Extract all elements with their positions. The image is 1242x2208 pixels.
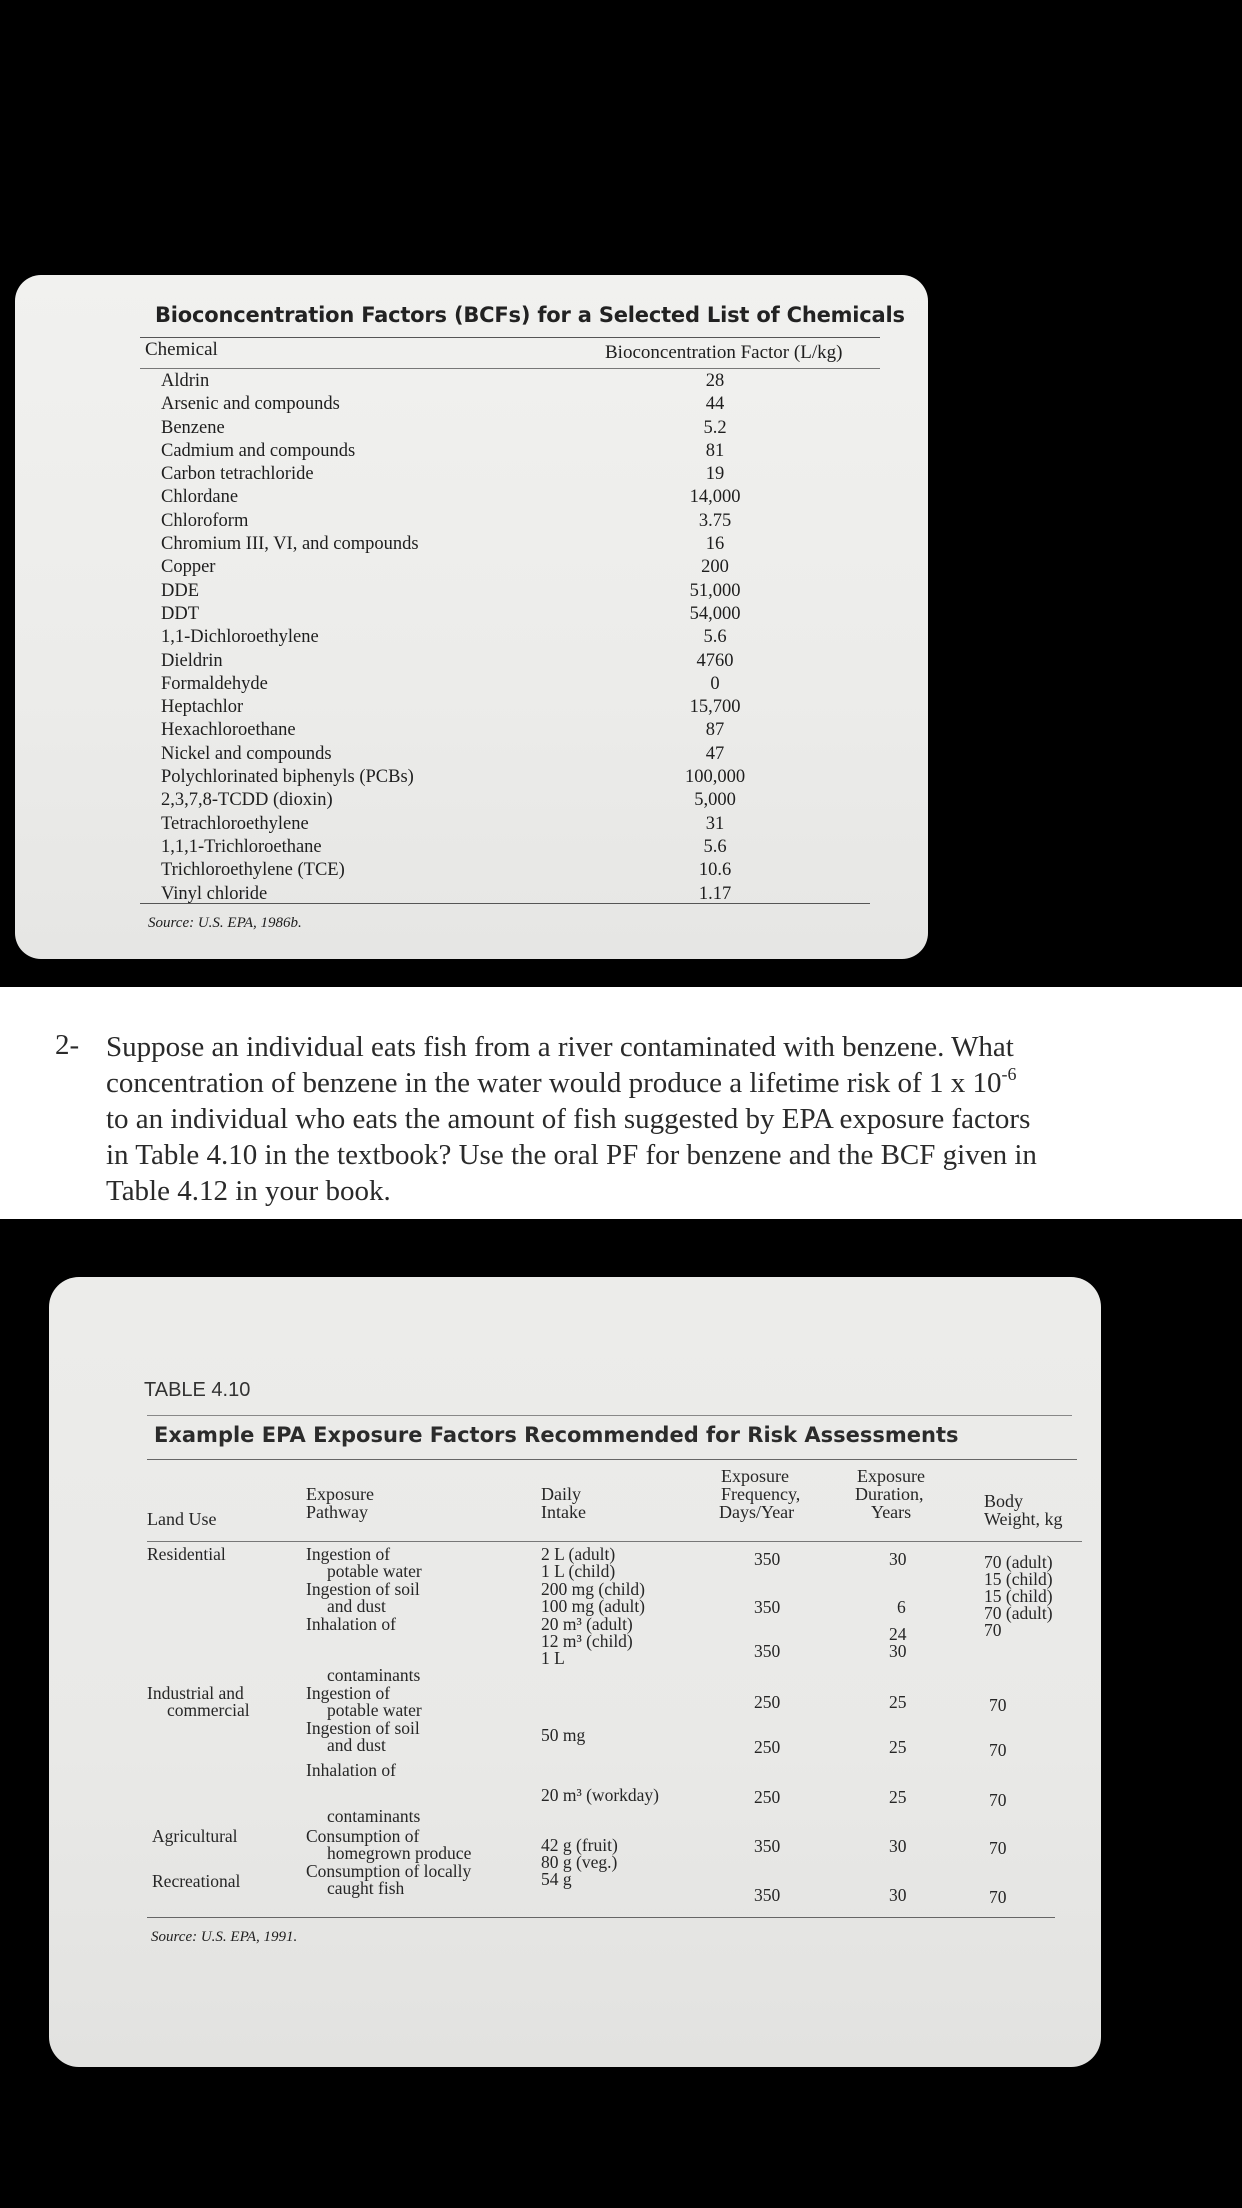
pathway-text: potable water (327, 1700, 422, 1720)
chemical-name: Tetrachloroethylene (161, 813, 309, 834)
frequency-value: 350 (754, 1641, 781, 1661)
intake-value: 2 L (adult) (541, 1544, 616, 1564)
duration-value: 30 (889, 1885, 907, 1905)
question-line: Suppose an individual eats fish from a river contaminated with benzene. What (106, 1031, 1014, 1063)
land-use-agricultural: Agricultural (152, 1826, 238, 1846)
bcf-value: 19 (705, 464, 725, 485)
pathway-text: Consumption of locally (306, 1861, 472, 1881)
divider (147, 1415, 1072, 1416)
header-duration-1: Exposure (857, 1466, 925, 1486)
intake-value: 200 mg (child) (541, 1579, 646, 1599)
table-label: TABLE 4.10 (144, 1379, 251, 1401)
bcf-value: 16 (705, 534, 725, 555)
land-use-residential: Residential (147, 1544, 226, 1564)
bcf-value: 3.75 (698, 510, 732, 531)
question-line: in Table 4.10 in the textbook? Use the oral PF for benzene and the BCF given in (106, 1139, 1037, 1171)
chemical-name: Copper (161, 557, 216, 578)
chemical-name: Polychlorinated biphenyls (PCBs) (161, 767, 414, 788)
frequency-value: 350 (754, 1836, 781, 1856)
exposure-table-source: Source: U.S. EPA, 1991. (151, 1929, 298, 1945)
body-weight-value: 70 (989, 1887, 1007, 1907)
header-frequency-1: Exposure (721, 1466, 789, 1486)
chemical-name: 2,3,7,8-TCDD (dioxin) (161, 790, 333, 811)
bcf-value: 200 (701, 557, 729, 578)
land-use-industrial: Industrial and (147, 1683, 244, 1703)
header-duration-3: Years (871, 1502, 912, 1522)
bcf-value: 5.6 (703, 627, 727, 648)
frequency-value: 250 (754, 1737, 781, 1757)
bcf-value: 51,000 (689, 580, 741, 601)
body-weight-value: 70 (adult) (984, 1603, 1053, 1623)
body-weight-value: 70 (adult) (984, 1552, 1053, 1572)
bcf-table-source: Source: U.S. EPA, 1986b. (148, 915, 302, 931)
body-weight-value: 70 (989, 1695, 1007, 1715)
bcf-value: 10.6 (698, 860, 732, 881)
bcf-table-row (145, 696, 875, 719)
chemical-name: Heptachlor (161, 697, 244, 718)
bcf-table-row (145, 556, 875, 579)
divider (140, 903, 870, 904)
bcf-value: 0 (710, 673, 720, 694)
bcf-table-row (145, 859, 875, 882)
intake-value: 80 g (veg.) (541, 1852, 618, 1872)
bcf-value: 81 (705, 440, 725, 461)
pathway-text: Ingestion of soil (306, 1718, 420, 1738)
question-number: 2- (55, 1029, 80, 1061)
chemical-name: Nickel and compounds (161, 743, 332, 764)
chemical-name: Cadmium and compounds (161, 440, 356, 461)
bcf-table-row (145, 836, 875, 859)
header-pathway-2: Pathway (306, 1502, 368, 1522)
bcf-value: 47 (705, 743, 725, 764)
bcf-header-chemical: Chemical (145, 339, 218, 360)
exposure-table-photo (49, 1277, 1101, 2067)
bcf-value: 4760 (696, 650, 734, 671)
body-weight-value: 70 (989, 1740, 1007, 1760)
intake-value: 100 mg (adult) (541, 1596, 646, 1616)
bcf-table-row (145, 510, 875, 533)
header-intake-2: Intake (541, 1502, 586, 1522)
body-weight-value: 70 (989, 1790, 1007, 1810)
header-body-weight-1: Body (984, 1491, 1024, 1511)
intake-value: 1 L (child) (541, 1561, 616, 1581)
chemical-name: Hexachloroethane (161, 720, 296, 741)
pathway-text: contaminants (327, 1665, 421, 1685)
intake-value: 50 mg (541, 1725, 586, 1745)
bcf-table-row (145, 440, 875, 463)
pathway-text: Inhalation of (306, 1614, 396, 1634)
bcf-table-row (145, 766, 875, 789)
chemical-name: Dieldrin (161, 650, 223, 671)
duration-value: 30 (889, 1836, 907, 1856)
header-body-weight-2: Weight, kg (984, 1509, 1063, 1529)
bcf-header-factor: Bioconcentration Factor (L/kg) (605, 342, 843, 363)
body-weight-value: 15 (child) (984, 1569, 1053, 1589)
question-text (106, 1029, 1216, 1209)
bcf-value: 44 (705, 394, 725, 415)
bcf-table-row (145, 603, 875, 626)
divider (147, 1917, 1055, 1918)
bcf-table-row (145, 580, 875, 603)
body-weight-value: 15 (child) (984, 1586, 1053, 1606)
intake-value: 20 m³ (adult) (541, 1614, 633, 1634)
duration-value: 25 (889, 1692, 907, 1712)
chemical-name: Benzene (161, 417, 225, 438)
bcf-table-row (145, 650, 875, 673)
bcf-value: 5,000 (694, 790, 736, 811)
land-use-commercial: commercial (167, 1700, 250, 1720)
chemical-name: Formaldehyde (161, 673, 268, 694)
question-line: to an individual who eats the amount of fish suggested by EPA exposure factors (106, 1103, 1031, 1135)
chemical-name: Chloroform (161, 510, 249, 531)
question-block (0, 987, 1242, 1219)
bcf-table-row (145, 533, 875, 556)
bcf-value: 28 (705, 371, 725, 391)
chemical-name: Vinyl chloride (161, 883, 268, 904)
header-duration-2: Duration, (855, 1484, 924, 1504)
body-weight-value: 70 (984, 1620, 1002, 1640)
pathway-text: potable water (327, 1561, 422, 1581)
duration-value: 25 (889, 1737, 907, 1757)
chemical-name: 1,1,1-Trichloroethane (161, 836, 322, 857)
duration-value: 25 (889, 1787, 907, 1807)
intake-value: 42 g (fruit) (541, 1835, 618, 1855)
bcf-table-title: Bioconcentration Factors (BCFs) for a Selected List of Chemicals (155, 303, 905, 327)
chemical-name: DDE (161, 580, 200, 601)
bcf-table-row (145, 743, 875, 766)
bcf-value: 5.6 (703, 836, 727, 857)
bcf-table-row (145, 673, 875, 696)
question-line-text: concentration of benzene in the water would produce a lifetime risk of 1 x 10 (106, 1067, 1002, 1099)
frequency-value: 350 (754, 1597, 781, 1617)
divider (147, 1541, 1082, 1542)
bcf-value: 100,000 (684, 767, 746, 788)
frequency-value: 250 (754, 1787, 781, 1807)
bcf-value: 1.17 (698, 883, 732, 904)
exposure-table-title: Example EPA Exposure Factors Recommended for Risk Assessments (154, 1423, 959, 1447)
header-land-use: Land Use (147, 1509, 217, 1529)
bcf-value: 15,700 (689, 697, 741, 718)
duration-value: 30 (889, 1549, 907, 1569)
chemical-name: Arsenic and compounds (161, 394, 340, 415)
header-frequency-3: Days/Year (719, 1502, 795, 1522)
chemical-name: Chromium III, VI, and compounds (161, 534, 419, 555)
frequency-value: 350 (754, 1885, 781, 1905)
exponent: -6 (1001, 1064, 1017, 1084)
bcf-table-row (145, 789, 875, 812)
pathway-text: contaminants (327, 1806, 421, 1826)
chemical-name: Trichloroethylene (TCE) (161, 860, 345, 881)
chemical-name: 1,1-Dichloroethylene (161, 627, 319, 648)
header-pathway-1: Exposure (306, 1484, 374, 1504)
bcf-table-row (145, 463, 875, 486)
bcf-table-row (145, 393, 875, 416)
pathway-text: Ingestion of (306, 1683, 391, 1703)
question-line (106, 1065, 1216, 1101)
chemical-name: DDT (161, 603, 200, 624)
bcf-table-row (145, 370, 875, 393)
chemical-name: Aldrin (161, 371, 210, 391)
divider (140, 368, 880, 369)
pathway-text: homegrown produce (327, 1843, 472, 1863)
body-weight-value: 70 (989, 1838, 1007, 1858)
bcf-value: 14,000 (689, 487, 741, 508)
frequency-value: 350 (754, 1549, 781, 1569)
intake-value: 20 m³ (workday) (541, 1785, 659, 1805)
chemical-name: Carbon tetrachloride (161, 464, 314, 485)
header-intake-1: Daily (541, 1484, 581, 1504)
pathway-text: Ingestion of (306, 1544, 391, 1564)
bcf-value: 31 (705, 813, 725, 834)
bcf-table-row (145, 417, 875, 440)
bcf-table-row (145, 486, 875, 509)
pathway-text: Ingestion of soil (306, 1579, 420, 1599)
bcf-table-row (145, 813, 875, 836)
intake-value: 12 m³ (child) (541, 1631, 633, 1651)
bcf-value: 5.2 (703, 417, 727, 438)
bcf-table-photo (15, 275, 928, 959)
pathway-text: Inhalation of (306, 1760, 396, 1780)
divider (147, 1459, 1077, 1460)
header-frequency-2: Frequency, (721, 1484, 801, 1504)
duration-value: 6 (897, 1597, 906, 1617)
duration-value: 24 (889, 1624, 907, 1644)
land-use-recreational: Recreational (152, 1871, 241, 1891)
frequency-value: 250 (754, 1692, 781, 1712)
duration-value: 30 (889, 1641, 907, 1661)
bcf-table-row (145, 719, 875, 742)
pathway-text: and dust (327, 1735, 386, 1755)
pathway-text: caught fish (327, 1878, 405, 1898)
question-line: Table 4.12 in your book. (106, 1175, 391, 1207)
bcf-value: 87 (705, 720, 725, 741)
bcf-table-body (145, 370, 875, 906)
pathway-text: Consumption of (306, 1826, 420, 1846)
intake-value: 1 L (541, 1648, 565, 1668)
pathway-text: and dust (327, 1596, 386, 1616)
bcf-value: 54,000 (689, 603, 741, 624)
bcf-table-row (145, 626, 875, 649)
chemical-name: Chlordane (161, 487, 239, 508)
intake-value: 54 g (541, 1869, 572, 1889)
divider (140, 337, 880, 338)
